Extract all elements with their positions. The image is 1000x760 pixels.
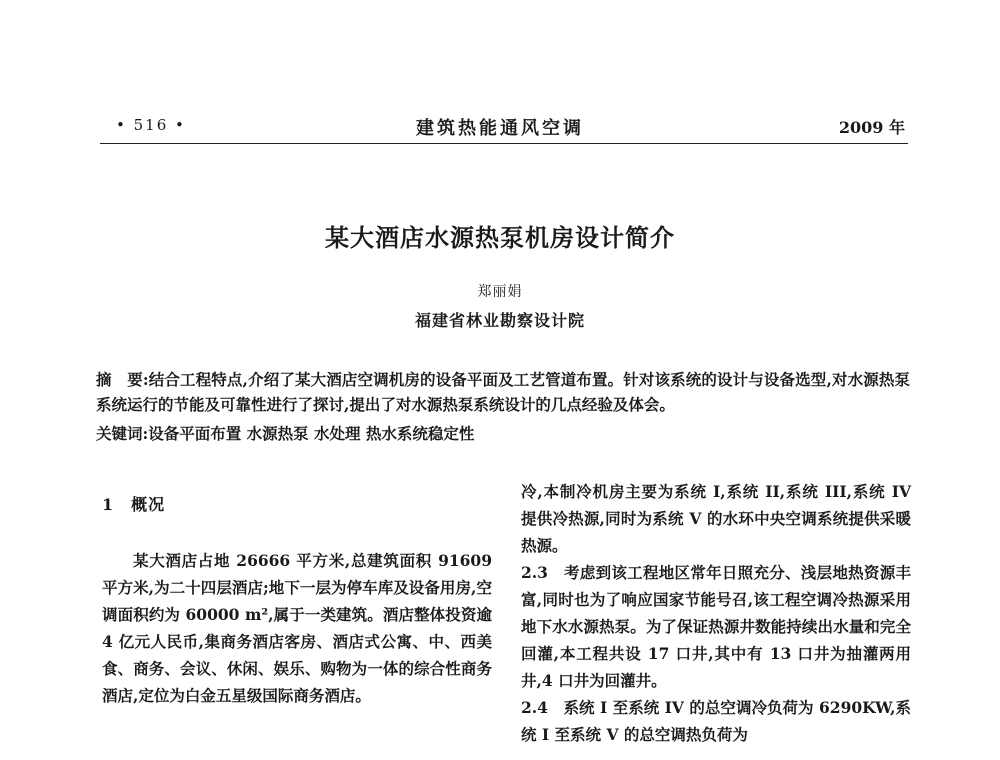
keywords: [96, 421, 910, 446]
page-number: • 516 •: [116, 116, 186, 134]
article-title: 某大酒店水源热泵机房设计简介: [325, 224, 675, 252]
author-affiliation: 福建省林业勘察设计院: [414, 311, 585, 330]
continued-paragraph: 冷,本制冷机房主要为系统 I,系统 II,系统 III,系统 IV 提供冷热源,同时为系统 V 的水环中央空调系统提供采暖热源。: [521, 482, 911, 555]
left-column: [102, 492, 492, 709]
keywords-text: 设备平面布置 水源热泵 水处理 热水系统稳定性: [148, 424, 475, 443]
abstract: [96, 367, 910, 417]
section-heading-overview: 1 概况: [102, 495, 166, 514]
abstract-text: 结合工程特点,介绍了某大酒店空调机房的设备平面及工艺管道布置。针对该系统的设计与设备选型,对水源热泵系统运行的节能及可靠性进行了探讨,提出了对水源热泵系统设计的几点经验及体会。: [96, 370, 910, 414]
journal-name: 建筑热能通风空调: [416, 118, 584, 139]
header-divider: [100, 143, 908, 144]
paragraph-2-3: 2.3 考虑到该工程地区常年日照充分、浅层地热资源丰富,同时也为了响应国家节能号召,该工程空调冷热源采用地下水水源热泵。为了保证热源井数能持续出水量和完全回灌,本工程共设 17 口井,其中有 13 口井为抽灌两用井,4 口井为回灌井。: [521, 563, 911, 690]
paragraph-2-4: 2.4 系统 I 至系统 IV 的总空调冷负荷为 6290KW,系统 I 至系统 V 的总空调热负荷为: [521, 698, 911, 744]
publication-year: 2009 年: [838, 118, 905, 137]
right-column: [521, 478, 911, 748]
keywords-label: 关键词:: [96, 424, 149, 443]
overview-paragraph: 某大酒店占地 26666 平方米,总建筑面积 91609 平方米,为二十四层酒店;地下一层为停车库及设备用房,空调面积约为 60000 m²,属于一类建筑。酒店整体投资逾 4 亿元人民币,集商务酒店客房、酒店式公寓、中、西美食、商务、会议、休闲、娱乐、购物为一体的综合性商务酒店,定位为白金五星级国际商务酒店。: [102, 551, 492, 705]
abstract-label: 摘 要:: [96, 370, 149, 389]
article-author: 郑丽娟: [477, 284, 523, 300]
